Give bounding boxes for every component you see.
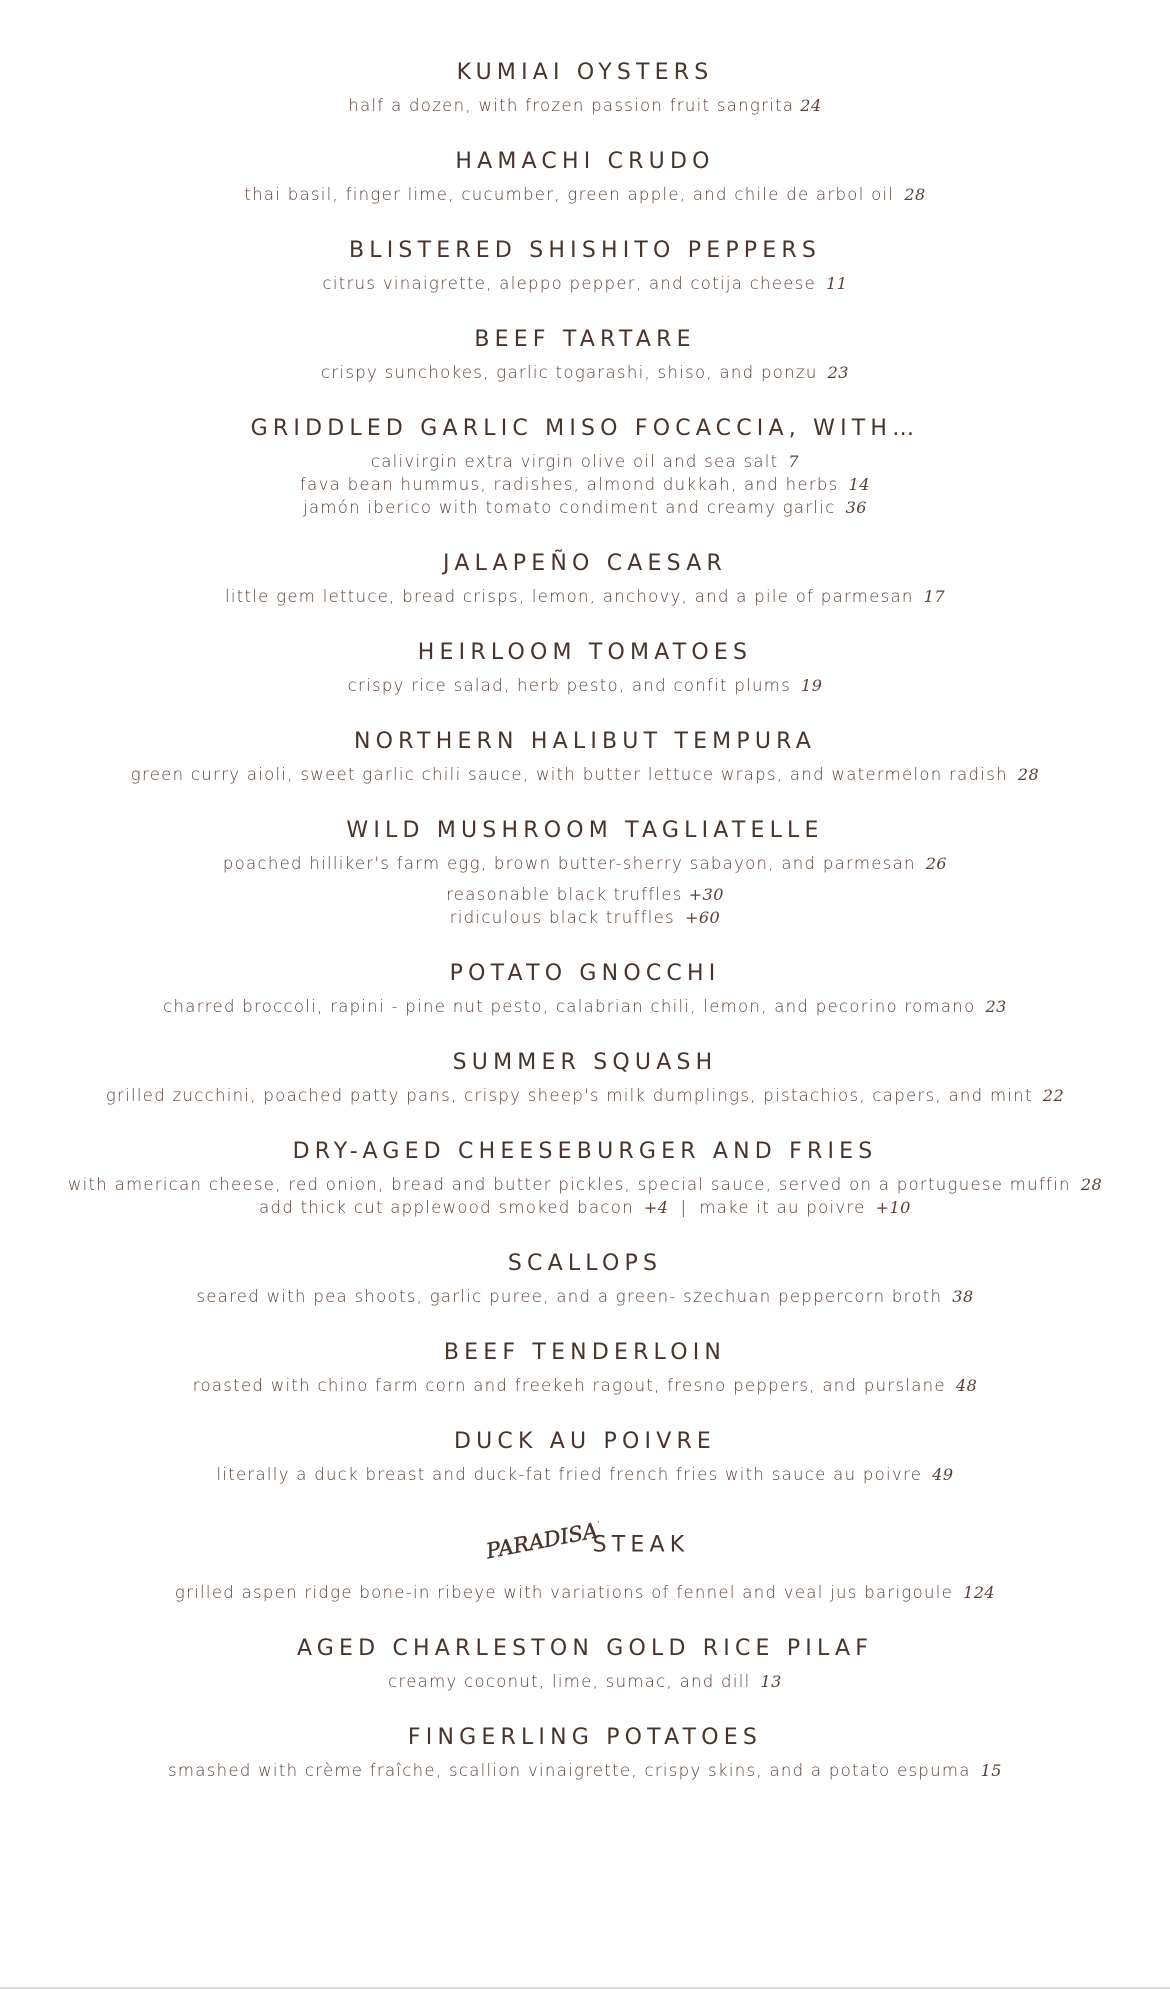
- item-description: poached hilliker's farm egg, brown butter-sherry sabayon, and parmesan: [222, 854, 916, 873]
- item-description: jamón iberico with tomato condiment and creamy garlic: [303, 498, 836, 517]
- item-description-line: [0, 995, 1170, 1018]
- item-price: 17: [923, 587, 946, 606]
- item-description-line: [0, 763, 1170, 786]
- item-description-line: [0, 450, 1170, 473]
- item-description: crispy sunchokes, garlic togarashi, shiso, and ponzu: [321, 363, 818, 382]
- item-price: 15: [980, 1761, 1002, 1780]
- separator: |: [680, 1198, 688, 1217]
- menu-item: [0, 1634, 1170, 1693]
- item-description: crispy rice salad, herb pesto, and confit plums: [347, 676, 792, 695]
- extra-price: +4: [643, 1198, 669, 1217]
- item-name: JALAPEÑO CAESAR: [443, 551, 727, 576]
- item-description-line: [0, 1670, 1170, 1693]
- item-description-line: [0, 473, 1170, 496]
- item-description-line: [0, 496, 1170, 519]
- item-price: 22: [1042, 1086, 1065, 1105]
- item-name: BEEF TENDERLOIN: [443, 1340, 727, 1365]
- item-name: FINGERLING POTATOES: [407, 1725, 763, 1750]
- item-price: 48: [955, 1376, 978, 1395]
- item-price: 19: [801, 676, 823, 695]
- menu-item: [0, 414, 1170, 519]
- item-description: fava bean hummus, radishes, almond dukkah, and herbs: [300, 475, 839, 494]
- menu-item: [0, 1723, 1170, 1782]
- item-extra-line: [0, 1196, 1170, 1219]
- item-price: 28: [1080, 1175, 1103, 1194]
- menu-item: [0, 1338, 1170, 1397]
- item-description-line: [0, 361, 1170, 384]
- item-name: DUCK AU POIVRE: [453, 1429, 717, 1454]
- item-name: STEAK: [592, 1532, 690, 1558]
- item-name: SUMMER SQUASH: [452, 1050, 718, 1075]
- addon-price: +60: [684, 908, 721, 927]
- extra-description: make it au poivre: [699, 1198, 866, 1217]
- item-description: green curry aioli, sweet garlic chili sauce, with butter lettuce wraps, and watermelon radish: [130, 765, 1008, 784]
- item-description-line: [0, 852, 1170, 875]
- paradisaea-logo: [481, 1510, 599, 1569]
- item-description: calivirgin extra virgin olive oil and sea salt: [370, 452, 779, 471]
- item-description-line: [0, 1463, 1170, 1486]
- item-description-line: [0, 1581, 1170, 1604]
- item-addon-line: [0, 906, 1170, 929]
- item-description: half a dozen, with frozen passion fruit sangrita: [348, 96, 795, 115]
- item-name: KUMIAI OYSTERS: [456, 60, 714, 85]
- item-price: 26: [925, 854, 948, 873]
- menu-item: [0, 236, 1170, 295]
- item-description-line: [0, 272, 1170, 295]
- item-addon-line: [0, 883, 1170, 906]
- menu-item: [0, 58, 1170, 117]
- logo-text: PARADISAEA: [483, 1512, 599, 1560]
- item-name: HAMACHI CRUDO: [455, 149, 715, 174]
- addon-price: +30: [688, 885, 724, 904]
- item-name: BLISTERED SHISHITO PEPPERS: [348, 238, 822, 263]
- item-description: grilled aspen ridge bone-in ribeye with variations of fennel and veal jus barigoule: [174, 1583, 954, 1602]
- item-price: 14: [848, 475, 870, 494]
- menu-item: [0, 1427, 1170, 1486]
- item-price: 28: [904, 185, 926, 204]
- menu-item: [0, 959, 1170, 1018]
- item-price: 124: [963, 1583, 996, 1602]
- extra-description: add thick cut applewood smoked bacon: [259, 1198, 634, 1217]
- item-price: 23: [827, 363, 849, 382]
- menu-item: [0, 147, 1170, 206]
- addon-description: reasonable black truffles: [446, 885, 683, 904]
- menu-item: [0, 1249, 1170, 1308]
- paradisaea-script-logo: [481, 1510, 599, 1560]
- extra-price: +10: [875, 1198, 911, 1217]
- item-price: 13: [760, 1672, 782, 1691]
- item-price: 36: [845, 498, 867, 517]
- item-name-with-logo: [0, 1512, 1170, 1575]
- item-price: 38: [952, 1287, 974, 1306]
- menu-list: [0, 58, 1170, 1812]
- item-price: 49: [932, 1465, 954, 1484]
- item-description: with american cheese, red onion, bread and butter pickles, special sauce, served on a portuguese muffin: [67, 1175, 1071, 1194]
- menu-item: [0, 1048, 1170, 1107]
- item-description-line: [0, 1759, 1170, 1782]
- item-description-line: [0, 1084, 1170, 1107]
- item-name: AGED CHARLESTON GOLD RICE PILAF: [296, 1636, 874, 1661]
- item-description: charred broccoli, rapini - pine nut pesto, calabrian chili, lemon, and pecorino romano: [163, 997, 976, 1016]
- item-description-line: [0, 1173, 1170, 1196]
- item-description-line: [0, 1374, 1170, 1397]
- item-description-line: [0, 674, 1170, 697]
- menu-item: [0, 549, 1170, 608]
- item-name: NORTHERN HALIBUT TEMPURA: [354, 729, 816, 754]
- item-description: seared with pea shoots, garlic puree, and a green- szechuan peppercorn broth: [196, 1287, 943, 1306]
- menu-item: [0, 1137, 1170, 1219]
- item-description-line: [0, 183, 1170, 206]
- item-description: roasted with chino farm corn and freekeh ragout, fresno peppers, and purslane: [192, 1376, 946, 1395]
- menu-item: [0, 727, 1170, 786]
- item-price: 11: [826, 274, 848, 293]
- item-price: 23: [985, 997, 1007, 1016]
- item-description-line: [0, 585, 1170, 608]
- menu-item: [0, 816, 1170, 929]
- item-description-line: [0, 1285, 1170, 1308]
- item-description: citrus vinaigrette, aleppo pepper, and cotija cheese: [322, 274, 817, 293]
- item-name: DRY-AGED CHEESEBURGER AND FRIES: [292, 1139, 878, 1164]
- item-description: creamy coconut, lime, sumac, and dill: [388, 1672, 751, 1691]
- item-price: 7: [788, 452, 800, 471]
- item-name: POTATO GNOCCHI: [449, 961, 721, 986]
- item-description: thai basil, finger lime, cucumber, green apple, and chile de arbol oil: [244, 185, 895, 204]
- item-price: 28: [1017, 765, 1040, 784]
- menu-item: [0, 1512, 1170, 1604]
- addon-description: ridiculous black truffles: [449, 908, 675, 927]
- item-name: SCALLOPS: [507, 1251, 663, 1276]
- item-price: 24: [800, 96, 822, 115]
- item-description: grilled zucchini, poached patty pans, crispy sheep's milk dumplings, pistachios, capers, and mint: [105, 1086, 1033, 1105]
- item-description: smashed with crème fraîche, scallion vinaigrette, crispy skins, and a potato espuma: [168, 1761, 971, 1780]
- item-name: HEIRLOOM TOMATOES: [417, 640, 753, 665]
- item-description: literally a duck breast and duck-fat fried french fries with sauce au poivre: [216, 1465, 923, 1484]
- menu-item: [0, 325, 1170, 384]
- item-name: WILD MUSHROOM TAGLIATELLE: [346, 818, 824, 843]
- item-name: BEEF TARTARE: [474, 327, 696, 352]
- item-description: little gem lettuce, bread crisps, lemon, anchovy, and a pile of parmesan: [224, 587, 914, 606]
- menu-item: [0, 638, 1170, 697]
- item-description-line: [0, 94, 1170, 117]
- item-name: GRIDDLED GARLIC MISO FOCACCIA, WITH…: [250, 416, 920, 441]
